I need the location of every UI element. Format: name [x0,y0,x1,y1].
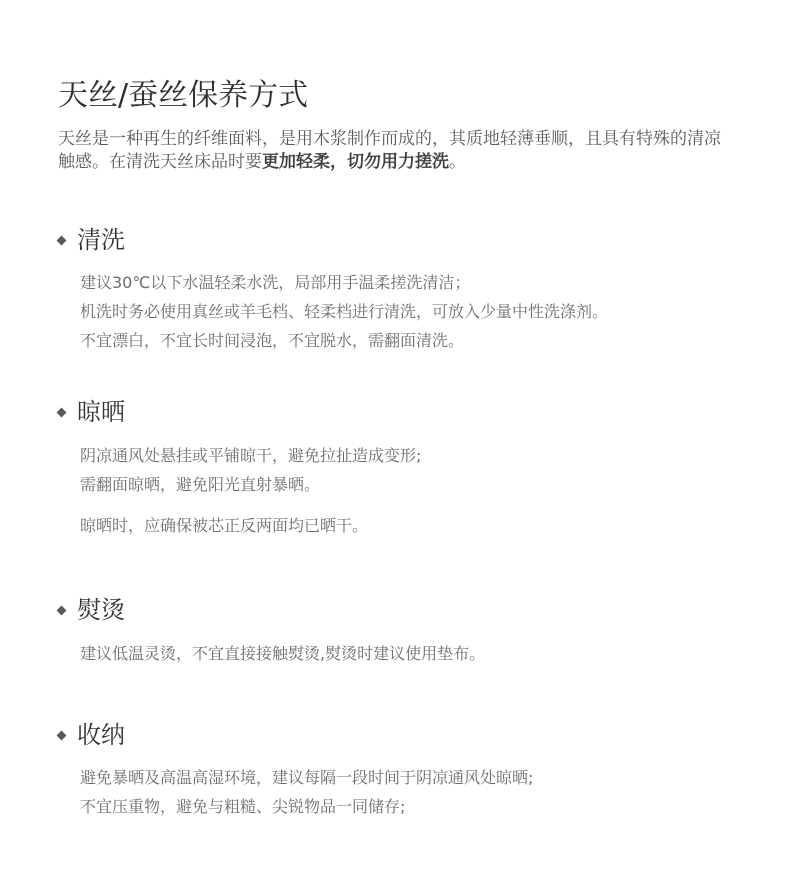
dry-line-1: 阴凉通风处悬挂或平铺晾干，避免拉扯造成变形; [80,446,422,465]
section-content-dry [80,441,760,540]
intro-line-1: 天丝是一种再生的纤维面料，是用木浆制作而成的，其质地轻薄垂顺，且具有特殊的清凉 [58,129,721,149]
wash-line-3: 不宜漂白，不宜长时间浸泡，不宜脱水，需翻面清洗。 [80,331,465,350]
iron-line-1: 建议低温灵烫，不宜直接接触熨烫,熨烫时建议使用垫布。 [80,644,486,663]
section-title-dry: 晾晒 [77,398,125,426]
section-title-storage: 收纳 [77,721,125,749]
intro-paragraph [58,128,748,174]
intro-line-2-prefix: 触感。在清洗天丝床品时要 [58,152,262,172]
section-heading-iron [56,594,125,626]
storage-line-2: 不宜压重物，避免与粗糙、尖锐物品一同储存; [80,797,406,816]
page-title: 天丝/蚕丝保养方式 [58,78,309,113]
dry-line-2: 需翻面晾晒，避免阳光直射暴晒。 [80,475,321,494]
intro-line-2-suffix: 。 [449,152,466,172]
section-heading-dry [56,396,125,428]
section-content-iron [80,639,760,668]
dry-line-3: 晾晒时，应确保被芯正反两面均已晒干。 [80,516,369,535]
diamond-bullet-icon [57,235,67,245]
wash-line-2: 机洗时务必使用真丝或羊毛档、轻柔档进行清洗，可放入少量中性洗涤剂。 [80,302,609,321]
wash-line-1: 建议30℃以下水温轻柔水洗，局部用手温柔搓洗清洁； [80,273,471,292]
diamond-bullet-icon [57,407,67,417]
dry-line-gap [80,499,760,511]
diamond-bullet-icon [57,730,67,740]
section-heading-wash [56,224,125,256]
intro-emphasis: 更加轻柔，切勿用力搓洗 [262,152,449,172]
diamond-bullet-icon [57,605,67,615]
section-heading-storage [56,719,125,751]
storage-line-1: 避免暴晒及高温高湿环境，建议每隔一段时间于阴凉通风处晾晒; [80,768,534,787]
section-content-storage [80,763,760,821]
section-content-wash [80,268,760,355]
section-title-wash: 清洗 [77,226,125,254]
section-title-iron: 熨烫 [77,596,125,624]
